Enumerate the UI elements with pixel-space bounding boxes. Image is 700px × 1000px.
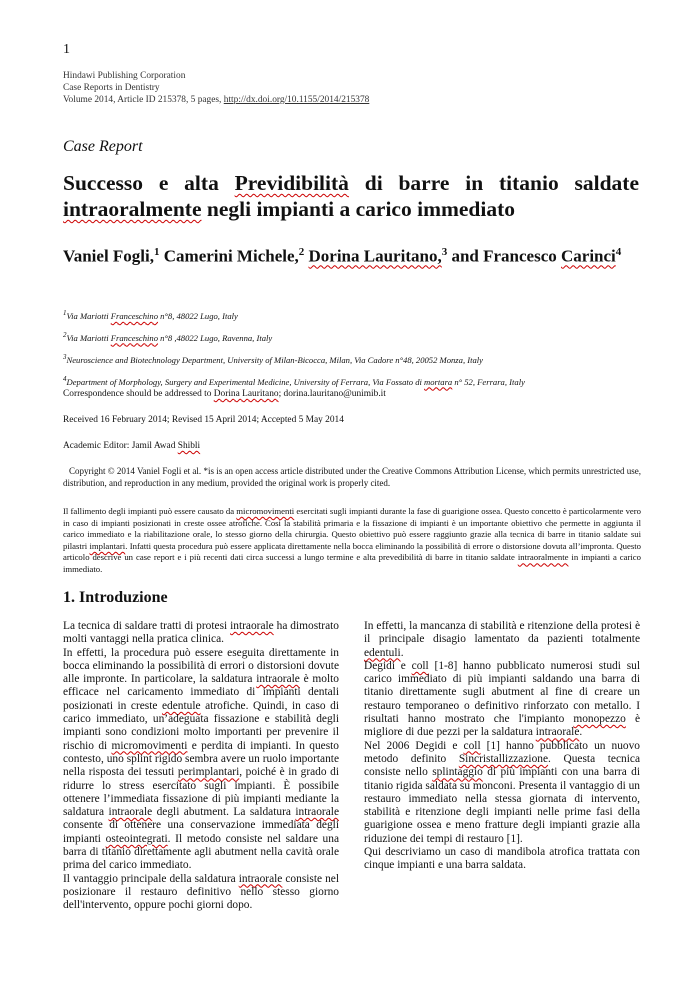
body-text: coll xyxy=(411,659,429,672)
affiliation-text: Via Mariotti xyxy=(66,332,111,343)
body-text: edentuli xyxy=(364,646,401,659)
author-4-sup: 4 xyxy=(615,246,622,258)
affiliation-1 xyxy=(63,304,643,326)
editor-name: Shibli xyxy=(177,441,201,451)
body-text: Nel 2006 Degidi e xyxy=(364,739,464,752)
body-text: intraorale xyxy=(230,620,274,632)
author-4: Carinci xyxy=(561,246,616,266)
affiliation-text: Neuroscience and Biotechnology Department, University of Milan-Bicocca, Milan, Via Cadore n°48, 20052 Monza, Italy xyxy=(66,354,483,365)
abstract-text: . Infatti questa procedura può essere applicata direttamente nella bocca eliminando la possibilità di errore o distorsione dovuta all’impronta. Questo articolo descrive un case report e i più recenti dati circa successi a lungo termine e alta prevedibilità di barre in titanio saldate xyxy=(63,540,641,563)
journal-header xyxy=(63,70,369,106)
body-text: . Il metodo consiste nel saldare una barra di titanio direttamente agli abutment nella cavità orale prima del carico immediato. xyxy=(63,832,339,872)
body-text: Sincristallizzazione xyxy=(458,752,549,765)
body-text: , poiché è in grado di ridurre lo stress esercitato sugli impianti. È possibile ottenere l’immediata fissazione di più impianti mediante la saldatura xyxy=(63,766,339,819)
author-1-sup: 1 xyxy=(154,246,160,258)
article-type: Case Report xyxy=(63,138,143,155)
body-text: Il vantaggio principale della saldatura xyxy=(63,872,239,885)
body-text: . xyxy=(579,726,583,739)
body-text: intraorale xyxy=(256,673,300,686)
body-text: [1] hanno pubblicato un nuovo metodo definito xyxy=(364,739,640,765)
body-text: . xyxy=(400,646,404,659)
body-text: e perdita di impianti. In questo contesto, uno splint rigido sembra avere un ruolo importante nella risposta dei tessuti xyxy=(63,739,339,779)
body-text: consente di ottenere una conservazione immediata degli impianti xyxy=(63,819,339,845)
section-heading: 1. Introduzione xyxy=(63,589,168,606)
paragraph xyxy=(63,873,339,913)
body-text: monopezzo xyxy=(573,713,626,726)
editor-prefix: Academic Editor: Jamil Awad xyxy=(63,441,178,451)
page-number: 1 xyxy=(63,42,70,57)
body-text: intraorale xyxy=(535,726,580,739)
body-text: coll xyxy=(463,739,481,752)
body-text: In effetti, la mancanza di stabilità e ritenzione della protesi è il principale disagio lamentato da pazienti totalmente xyxy=(364,620,640,646)
body-text: atrofiche. Quindi, in caso di carico immediato, un’adeguata fissazione e stabilità degli impianti sono condizioni molto importanti per prevenire il rischio di xyxy=(63,699,339,752)
body-text: [1-8] hanno pubblicato numerosi studi sul carico immediato di più impianti saldando una barra di titanio direttamente sugli abutment al fine di creare un restauro temporaneo o definitivo rinforzato con metallo. I risultati hanno mostrato che l'impianto xyxy=(364,659,640,726)
affiliation-text: n°8, 48022 Lugo, Italy xyxy=(158,310,238,321)
abstract xyxy=(63,506,641,576)
author-1: Vaniel Fogli, xyxy=(63,246,154,266)
affiliation-sup: 1 xyxy=(63,309,67,317)
correspondence-prefix: Correspondence should be addressed to xyxy=(63,389,214,399)
affiliation-sup: 3 xyxy=(63,352,67,361)
author-3: Dorina Lauritano, xyxy=(308,246,442,266)
affiliation-sup: 2 xyxy=(63,330,67,339)
right-column xyxy=(364,620,640,873)
author-list xyxy=(63,241,639,268)
correspondence xyxy=(63,389,386,399)
author-3-sup: 3 xyxy=(441,246,448,258)
body-text: consiste nel posizionare il restauro definitivo nello stesso giorno dell'intervento, oppure pochi giorni dopo. xyxy=(63,872,339,912)
received-dates: Received 16 February 2014; Revised 15 April 2014; Accepted 5 May 2014 xyxy=(63,415,344,425)
article-title xyxy=(63,170,639,222)
title-part2: di barre in titanio saldate xyxy=(348,171,639,195)
academic-editor xyxy=(63,441,200,451)
body-text: perimplantari xyxy=(177,766,240,779)
body-text: micromovimenti xyxy=(111,739,188,752)
left-column xyxy=(63,620,339,913)
affiliation-text: Department of Morphology, Surgery and Experimental Medicine, University of Ferrara, Via Fossato di xyxy=(66,376,425,387)
correspondence-name: Dorina Lauritano xyxy=(213,389,279,399)
paragraph xyxy=(63,647,339,873)
body-text: di più impianti con una barra di titanio rigida saldata su monconi. Presenta il vantaggio di un restauro immediato nella stessa giornata di intervento, stabilità e ritenzione degli impianti nelle prime fasi della guarigione ossea e meno fratture degli impianti grazie alla riduzione dei tempi di restauro [1]. xyxy=(364,766,641,845)
body-text: . Questa tecnica consiste nello xyxy=(364,752,641,779)
body-text: intraorale xyxy=(238,872,283,885)
body-text: degli abutment. La saldatura xyxy=(152,806,296,819)
affiliation-text: n°8 ,48022 Lugo, Ravenna, Italy xyxy=(158,332,273,343)
paragraph xyxy=(364,620,640,660)
paragraph xyxy=(364,660,640,740)
affiliation-text: Via Mariotti xyxy=(66,310,111,321)
author-2: Camerini Michele, xyxy=(159,246,299,266)
title-part3: negli impianti a carico immediato xyxy=(201,197,516,221)
body-text: è migliore di due pezzi per la saldatura xyxy=(364,713,640,739)
copyright-notice: Copyright © 2014 Vaniel Fogli et al. *is is an open access article distributed under the Creative Commons Attribution License, which permits unrestricted use, distribution, and reproduction in any medium, provided the original work is properly cited. xyxy=(63,466,641,488)
abstract-text: esercitati sugli impianti durante la fase di guarigione ossea. Questo concetto è particolarmente vero in caso di impianti posizionati in creste ossee atrofiche. Cosi la stabilità primaria e la fissazione di impianti è un importante obiettivo che permette in aggiunta il carico immediato e la riabilitazione orale, lo stesso giorno della chirurgia. Questo obiettivo può essere raggiunto grazie alla tecnica di barre in titanio saldate sui pilastri xyxy=(63,506,641,551)
affiliation-text: mortara xyxy=(424,376,453,387)
doi-link[interactable]: http://dx.doi.org/10.1155/2014/215378 xyxy=(223,95,370,105)
title-part1: Successo e alta xyxy=(63,171,235,195)
affiliation-sup: 4 xyxy=(63,374,67,383)
body-text: intraorale xyxy=(108,806,153,819)
paragraph xyxy=(364,740,640,846)
affiliation-text: n° 52, Ferrara, Italy xyxy=(452,376,525,387)
affiliation-text: Franceschino xyxy=(110,310,159,321)
title-word-previdibilita: Previdibilità xyxy=(234,171,349,195)
abstract-text: Il fallimento degli impianti può essere causato da xyxy=(63,506,237,516)
paragraph: Qui descriviamo un caso di mandibola atrofica trattata con cinque impianti e una barra saldata. xyxy=(364,846,640,872)
affiliations xyxy=(63,304,643,391)
affiliation-3 xyxy=(63,348,643,370)
publisher: Hindawi Publishing Corporation xyxy=(63,71,186,81)
abstract-text: intraoralmente xyxy=(517,552,569,563)
abstract-text: micromovimenti xyxy=(236,506,295,516)
body-text: intraorale xyxy=(295,806,339,819)
journal-name: Case Reports in Dentistry xyxy=(63,83,160,93)
author-4-and: and Francesco xyxy=(447,246,561,266)
affiliation-2 xyxy=(63,326,643,348)
title-word-intraoralmente: intraoralmente xyxy=(63,197,202,221)
body-text: La tecnica di saldare tratti di protesi xyxy=(63,620,231,632)
body-text: splintaggio xyxy=(432,766,483,779)
body-text: Degidi e xyxy=(364,659,412,672)
correspondence-email[interactable]: ; dorina.lauritano@unimib.it xyxy=(278,389,386,399)
abstract-text: implantari xyxy=(89,540,126,551)
body-text: è molto efficace nel caricamento immediato di impianti dentali posizionati in creste xyxy=(63,673,339,712)
body-text: ha dimostrato molti vantaggi nella pratica clinica. xyxy=(63,620,339,646)
affiliation-text: Franceschino xyxy=(110,332,159,343)
volume-info: Volume 2014, Article ID 215378, 5 pages, xyxy=(63,95,224,105)
body-text: edentule xyxy=(161,699,201,712)
body-text: osteointegrati xyxy=(105,832,168,845)
body-text: In effetti, la procedura può essere eseguita direttamente in bocca eliminando la possibilità di errori o distorsioni dovute alle impronte. In particolare, la saldatura xyxy=(63,646,339,686)
abstract-text: in impianti a carico immediato. xyxy=(63,552,641,574)
author-2-sup: 2 xyxy=(298,246,305,258)
volume-line xyxy=(63,94,369,106)
paragraph xyxy=(63,620,339,647)
